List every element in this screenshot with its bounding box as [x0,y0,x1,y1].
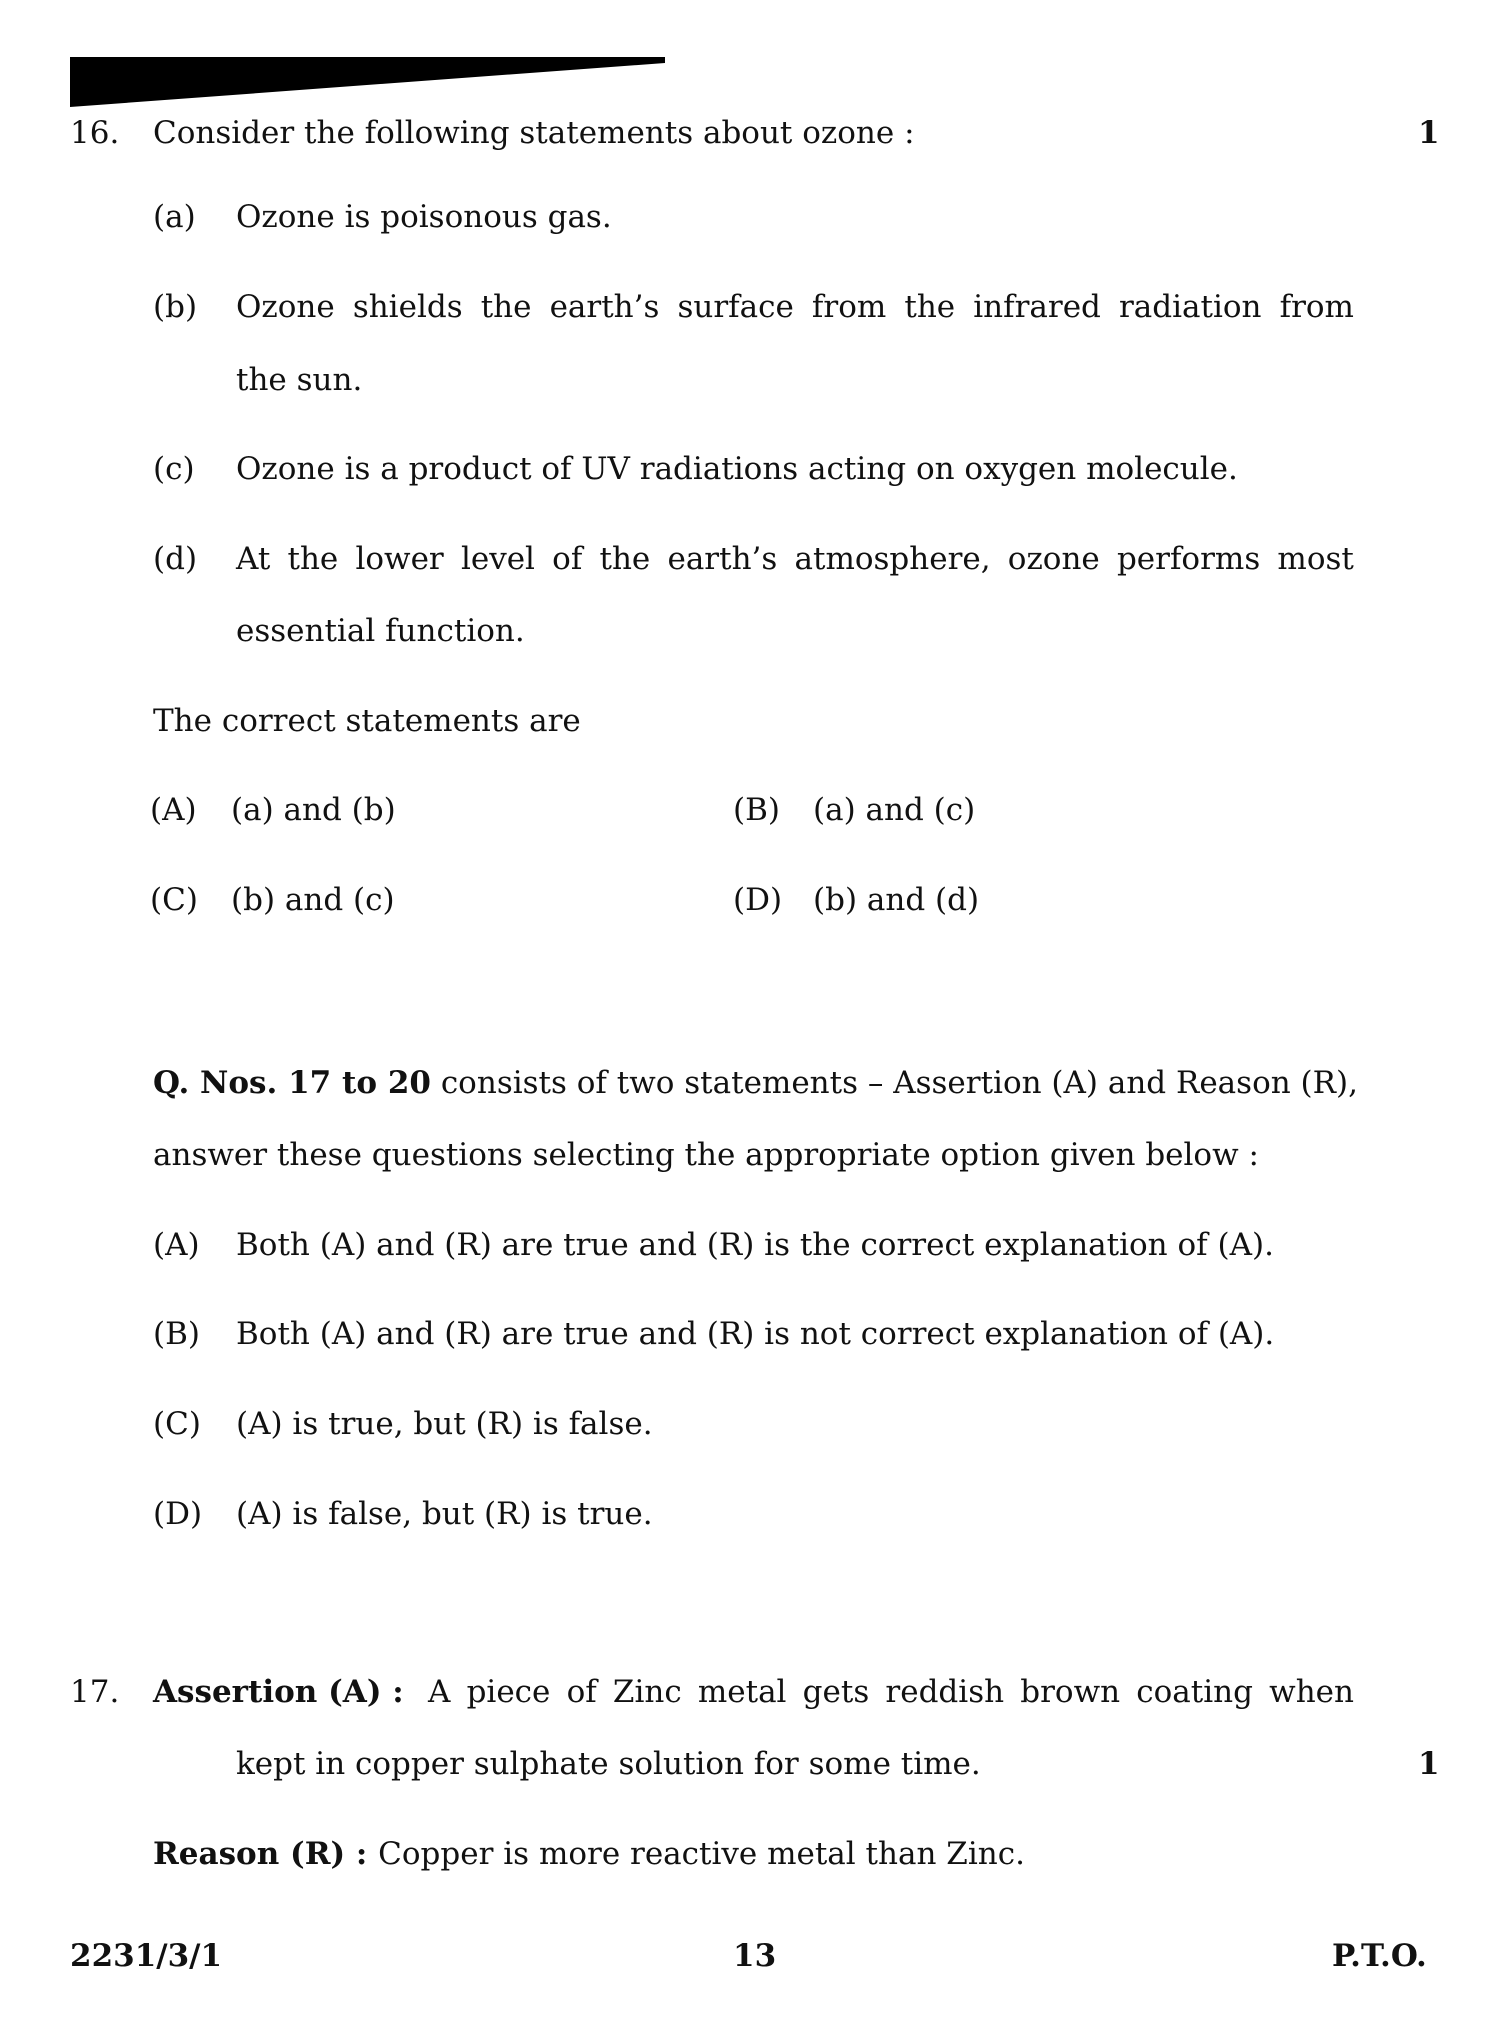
word: piece [466,1674,551,1710]
q16-prompt: The correct statements are [153,703,581,739]
word: most [1277,541,1354,577]
statement-text [236,539,1354,579]
ar-option-text: Both (A) and (R) are true and (R) is not correct explanation of (A). [236,1316,1275,1352]
option-label: (B) [733,792,780,828]
ar-option-text: Both (A) and (R) are true and (R) is the correct explanation of (A). [236,1227,1274,1263]
q17-reason-label: Reason (R) [153,1836,346,1872]
statement-text [236,287,1354,327]
statement-text-cont: the sun. [236,362,363,398]
word: At [236,541,271,577]
word: atmosphere, [794,541,991,577]
instructions-rest: consists of two statements – Assertion (A) and Reason (R), [430,1065,1358,1101]
q17-reason [153,1834,1025,1874]
word: from [1279,289,1354,325]
word: ozone [1007,541,1100,577]
word: level [460,541,535,577]
instructions-bold: Q. Nos. 17 to 20 [153,1065,431,1101]
option-text: (b) and (c) [231,882,395,918]
q17-assertion-line1 [428,1672,1354,1712]
word: from [811,289,887,325]
ar-option-text: (A) is true, but (R) is false. [236,1406,653,1442]
word: the [904,289,956,325]
option-text: (a) and (b) [231,792,396,828]
word: reddish [885,1674,1005,1710]
word: the [287,541,339,577]
word: brown [1020,1674,1121,1710]
footer-pto: P.T.O. [1332,1938,1427,1974]
word: when [1269,1674,1354,1710]
word: Zinc [612,1674,682,1710]
q17-assertion-line2: kept in copper sulphate solution for some time. [236,1746,981,1782]
option-text: (b) and (d) [813,882,980,918]
option-text: (a) and (c) [813,792,976,828]
word: the [480,289,532,325]
word: earth’s [549,289,660,325]
instructions-line2: answer these questions selecting the appropriate option given below : [153,1137,1259,1173]
ar-option-label: (B) [153,1316,200,1352]
ar-option-label: (D) [153,1496,203,1532]
option-label: (A) [150,792,197,828]
word: Ozone [236,289,335,325]
ar-option-label: (C) [153,1406,201,1442]
footer-paper-code: 2231/3/1 [70,1938,223,1974]
statement-text: Ozone is a product of UV radiations acting on oxygen molecule. [236,451,1238,487]
q17-marks: 1 [1418,1746,1440,1782]
word: performs [1116,541,1261,577]
q16-marks: 1 [1418,115,1440,151]
q17-number: 17. [70,1674,120,1710]
q17-assertion-label: Assertion (A) : [153,1674,404,1710]
instructions-line1 [153,1063,1358,1103]
option-label: (C) [150,882,198,918]
statement-label: (b) [153,289,198,325]
word: lower [355,541,444,577]
statement-text: Ozone is poisonous gas. [236,199,612,235]
statement-label: (a) [153,199,196,235]
q16-number: 16. [70,115,120,151]
word: shields [352,289,463,325]
statement-label: (c) [153,451,195,487]
word: metal [697,1674,787,1710]
q17-reason-sep: : [345,1836,379,1872]
option-label: (D) [733,882,783,918]
ar-option-label: (A) [153,1227,200,1263]
ar-option-text: (A) is false, but (R) is true. [236,1496,653,1532]
q16-stem: Consider the following statements about ozone : [153,115,915,151]
header-black-bar [70,57,670,107]
word: A [428,1674,451,1710]
footer-page-number: 13 [733,1938,777,1974]
word: surface [677,289,794,325]
word: of [552,541,583,577]
word: of [566,1674,597,1710]
statement-label: (d) [153,541,198,577]
word: infrared [973,289,1101,325]
word: the [599,541,651,577]
q17-reason-text: Copper is more reactive metal than Zinc. [378,1836,1025,1872]
word: gets [802,1674,870,1710]
word: radiation [1118,289,1262,325]
word: earth’s [667,541,778,577]
word: coating [1136,1674,1253,1710]
statement-text-cont: essential function. [236,613,525,649]
